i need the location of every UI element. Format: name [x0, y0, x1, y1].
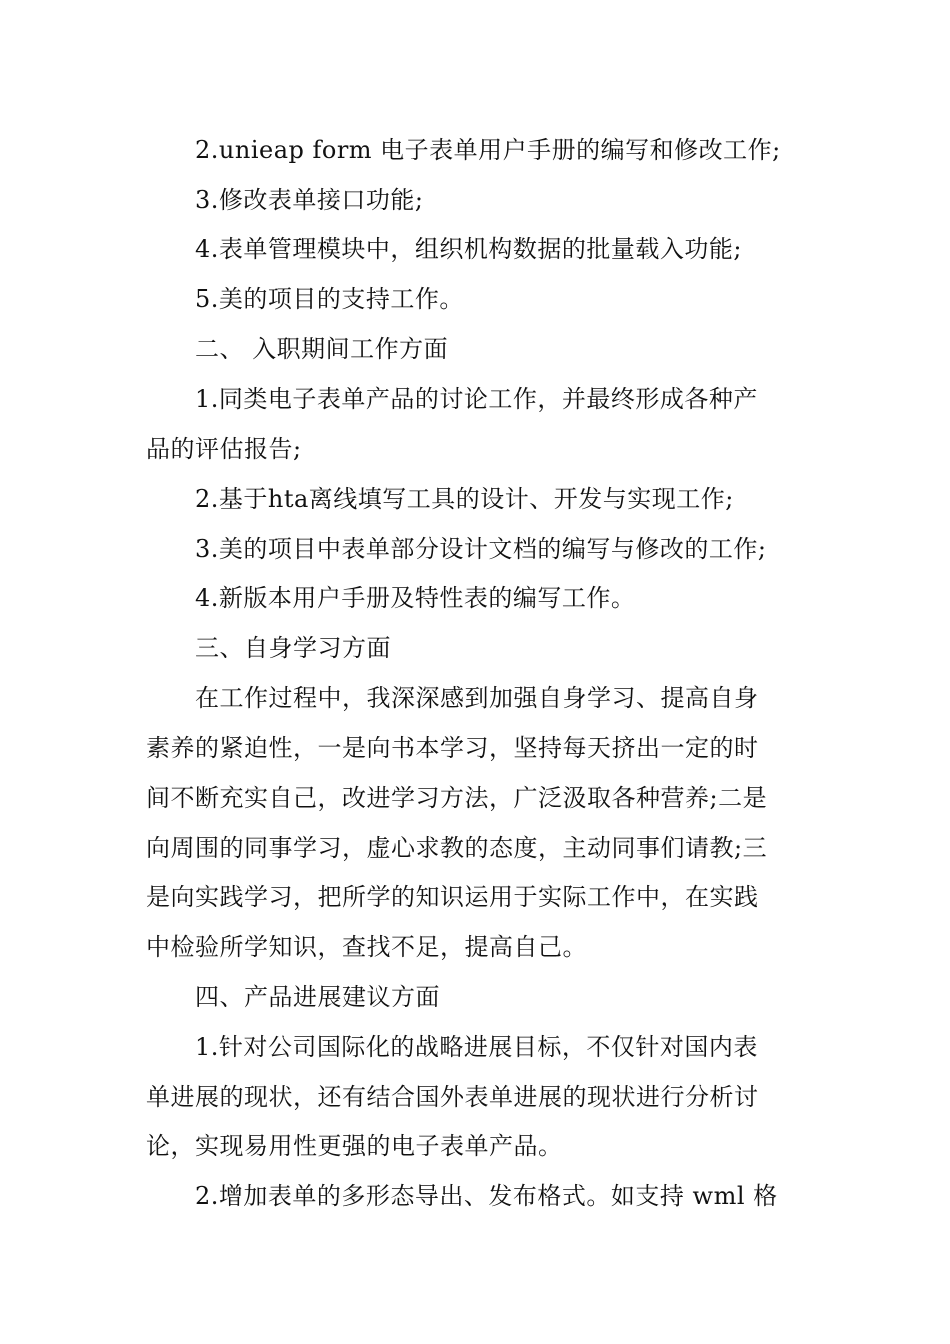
- list-item-product-discussion: 1.同类电子表单产品的讨论工作，并最终形成各种产: [195, 385, 758, 413]
- paragraph-self-study-line-2: 素养的紧迫性，一是向书本学习，坚持每天挤出一定的时: [146, 734, 759, 762]
- list-item-design-docs: 3.美的项目中表单部分设计文档的编写与修改的工作;: [195, 535, 767, 563]
- section-heading-product-suggestions: 四、产品进展建议方面: [195, 983, 440, 1011]
- paragraph-self-study-line-1: 在工作过程中，我深深感到加强自身学习、提高自身: [195, 684, 759, 712]
- paragraph-self-study-line-3: 间不断充实自己，改进学习方法，广泛汲取各种营养;二是: [146, 784, 768, 812]
- list-item-internationalization-cont-2: 论，实现易用性更强的电子表单产品。: [146, 1132, 563, 1160]
- list-item-midea-support: 5.美的项目的支持工作。: [195, 285, 464, 313]
- list-item-batch-import: 4.表单管理模块中，组织机构数据的批量载入功能;: [195, 235, 742, 263]
- section-heading-self-study: 三、自身学习方面: [195, 634, 391, 662]
- list-item-user-manual: 4.新版本用户手册及特性表的编写工作。: [195, 584, 636, 612]
- list-item-internationalization: 1.针对公司国际化的战略进展目标，不仅针对国内表: [195, 1033, 758, 1061]
- list-item-unieap-manual: 2.unieap form 电子表单用户手册的编写和修改工作;: [195, 136, 781, 164]
- list-item-hta-tool: 2.基于hta离线填写工具的设计、开发与实现工作;: [195, 485, 734, 513]
- paragraph-self-study-line-6: 中检验所学知识，查找不足，提高自己。: [146, 933, 587, 961]
- list-item-form-interface: 3.修改表单接口功能;: [195, 186, 424, 214]
- list-item-internationalization-cont-1: 单进展的现状，还有结合国外表单进展的现状进行分析讨: [146, 1083, 759, 1111]
- section-heading-onboarding-work: 二、 入职期间工作方面: [195, 335, 449, 363]
- list-item-product-discussion-cont: 品的评估报告;: [146, 435, 302, 463]
- paragraph-self-study-line-5: 是向实践学习，把所学的知识运用于实际工作中，在实践: [146, 883, 759, 911]
- paragraph-self-study-line-4: 向周围的同事学习，虚心求教的态度，主动同事们请教;三: [146, 834, 768, 862]
- list-item-export-formats: 2.增加表单的多形态导出、发布格式。如支持 wml 格: [195, 1182, 778, 1210]
